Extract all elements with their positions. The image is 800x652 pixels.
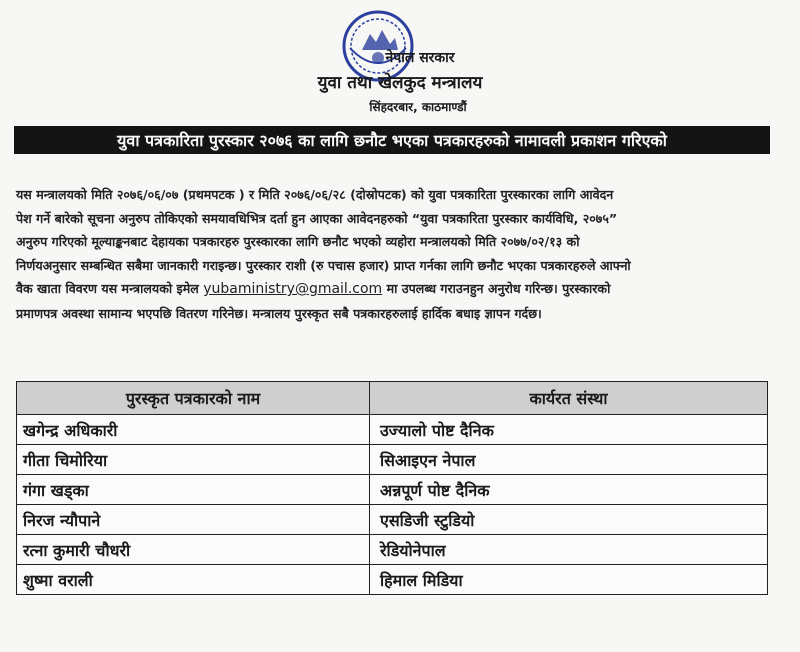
notice-title: युवा पत्रकारिता पुरस्कार २०७६ का लागि छनौट भएका पत्रकारहरुको नामावली प्रकाशन गरिएको (117, 131, 667, 150)
awardee-name: निरज न्यौपाने (17, 505, 370, 535)
table-row (17, 415, 768, 445)
table-row (17, 475, 768, 505)
awardee-name: गंगा खड्का (17, 475, 370, 505)
awardee-name: खगेन्द्र अधिकारी (17, 415, 370, 445)
body-line-5-pre: वैक खाता विवरण यस मन्त्रालयको इमेल (16, 281, 204, 296)
body-line-2: पेश गर्ने बारेको सूचना अनुरुप तोकिएको समयावधिभित्र दर्ता हुन आएका आवेदनहरुको “युवा पत्रकारिता पुरस्कार कार्यविधि, २०७५” (16, 210, 618, 226)
body-line-5 (16, 277, 776, 302)
awardee-table (16, 381, 768, 595)
organization-name: उज्यालो पोष्ट दैनिक (370, 415, 768, 445)
organization-name: अन्नपूर्ण पोष्ट दैनिक (370, 475, 768, 505)
organization-name: सिआइएन नेपाल (370, 445, 768, 475)
header-awardee-name: पुरस्कृत पत्रकारको नाम (17, 382, 370, 415)
body-line-6: प्रमाणपत्र अवस्था सामान्य भएपछि वितरण गरिनेछ। मन्त्रालय पुरस्कृत सबै पत्रकारहरुलाई हार्दिक बधाइ ज्ञापन गर्दछ। (16, 305, 542, 321)
body-line-1: यस मन्त्रालयको मिति २०७६/०६/०७ (प्रथमपटक ) र मिति २०७६/०६/२८ (दोस्रोपटक) को युवा पत्रकारिता पुरस्कारका लागि आवेदन (16, 187, 614, 202)
organization-name: हिमाल मिडिया (370, 565, 768, 595)
body-line-5-post: मा उपलब्ध गराउनहुन अनुरोध गरिन्छ। पुरस्कारको (382, 281, 611, 296)
body-line-4: निर्णयअनुसार सम्बन्धित सबैमा जानकारी गराइन्छ। पुरस्कार राशी (रु पचास हजार) प्राप्त गर्नका लागि छनौट भएका पत्रकारहरुले आफ्नो (16, 257, 631, 273)
organization-name: रेडियोनेपाल (370, 535, 768, 565)
table-row (17, 445, 768, 475)
organization-name: एसडिजी स्टुडियो (370, 505, 768, 535)
ministry-address: सिंहदरबार, काठमाण्डौं (369, 100, 467, 114)
body-line-3: अनुरुप गरिएको मूल्याङ्कनबाट देहायका पत्रकारहरु पुरस्कारका लागि छनौट भएको व्यहोरा मन्त्रालयको मिति २०७७/०२/१३ को (16, 234, 580, 249)
header-organization: कार्यरत संस्था (370, 382, 768, 415)
notice-body (16, 183, 776, 325)
ministry-name: युवा तथा खेलकुद मन्त्रालय (317, 73, 483, 93)
notice-title-banner (14, 126, 770, 154)
awardee-name: शुष्मा वराली (17, 565, 370, 595)
table-row (17, 565, 768, 595)
table-header-row (17, 382, 768, 415)
email-link[interactable]: yubaministry@gmail.com (203, 281, 383, 297)
awardee-name: रत्ना कुमारी चौधरी (17, 535, 370, 565)
table-row (17, 505, 768, 535)
awardee-name: गीता चिमोरिया (17, 445, 370, 475)
government-label: नेपाल सरकार (385, 50, 455, 66)
table-row (17, 535, 768, 565)
